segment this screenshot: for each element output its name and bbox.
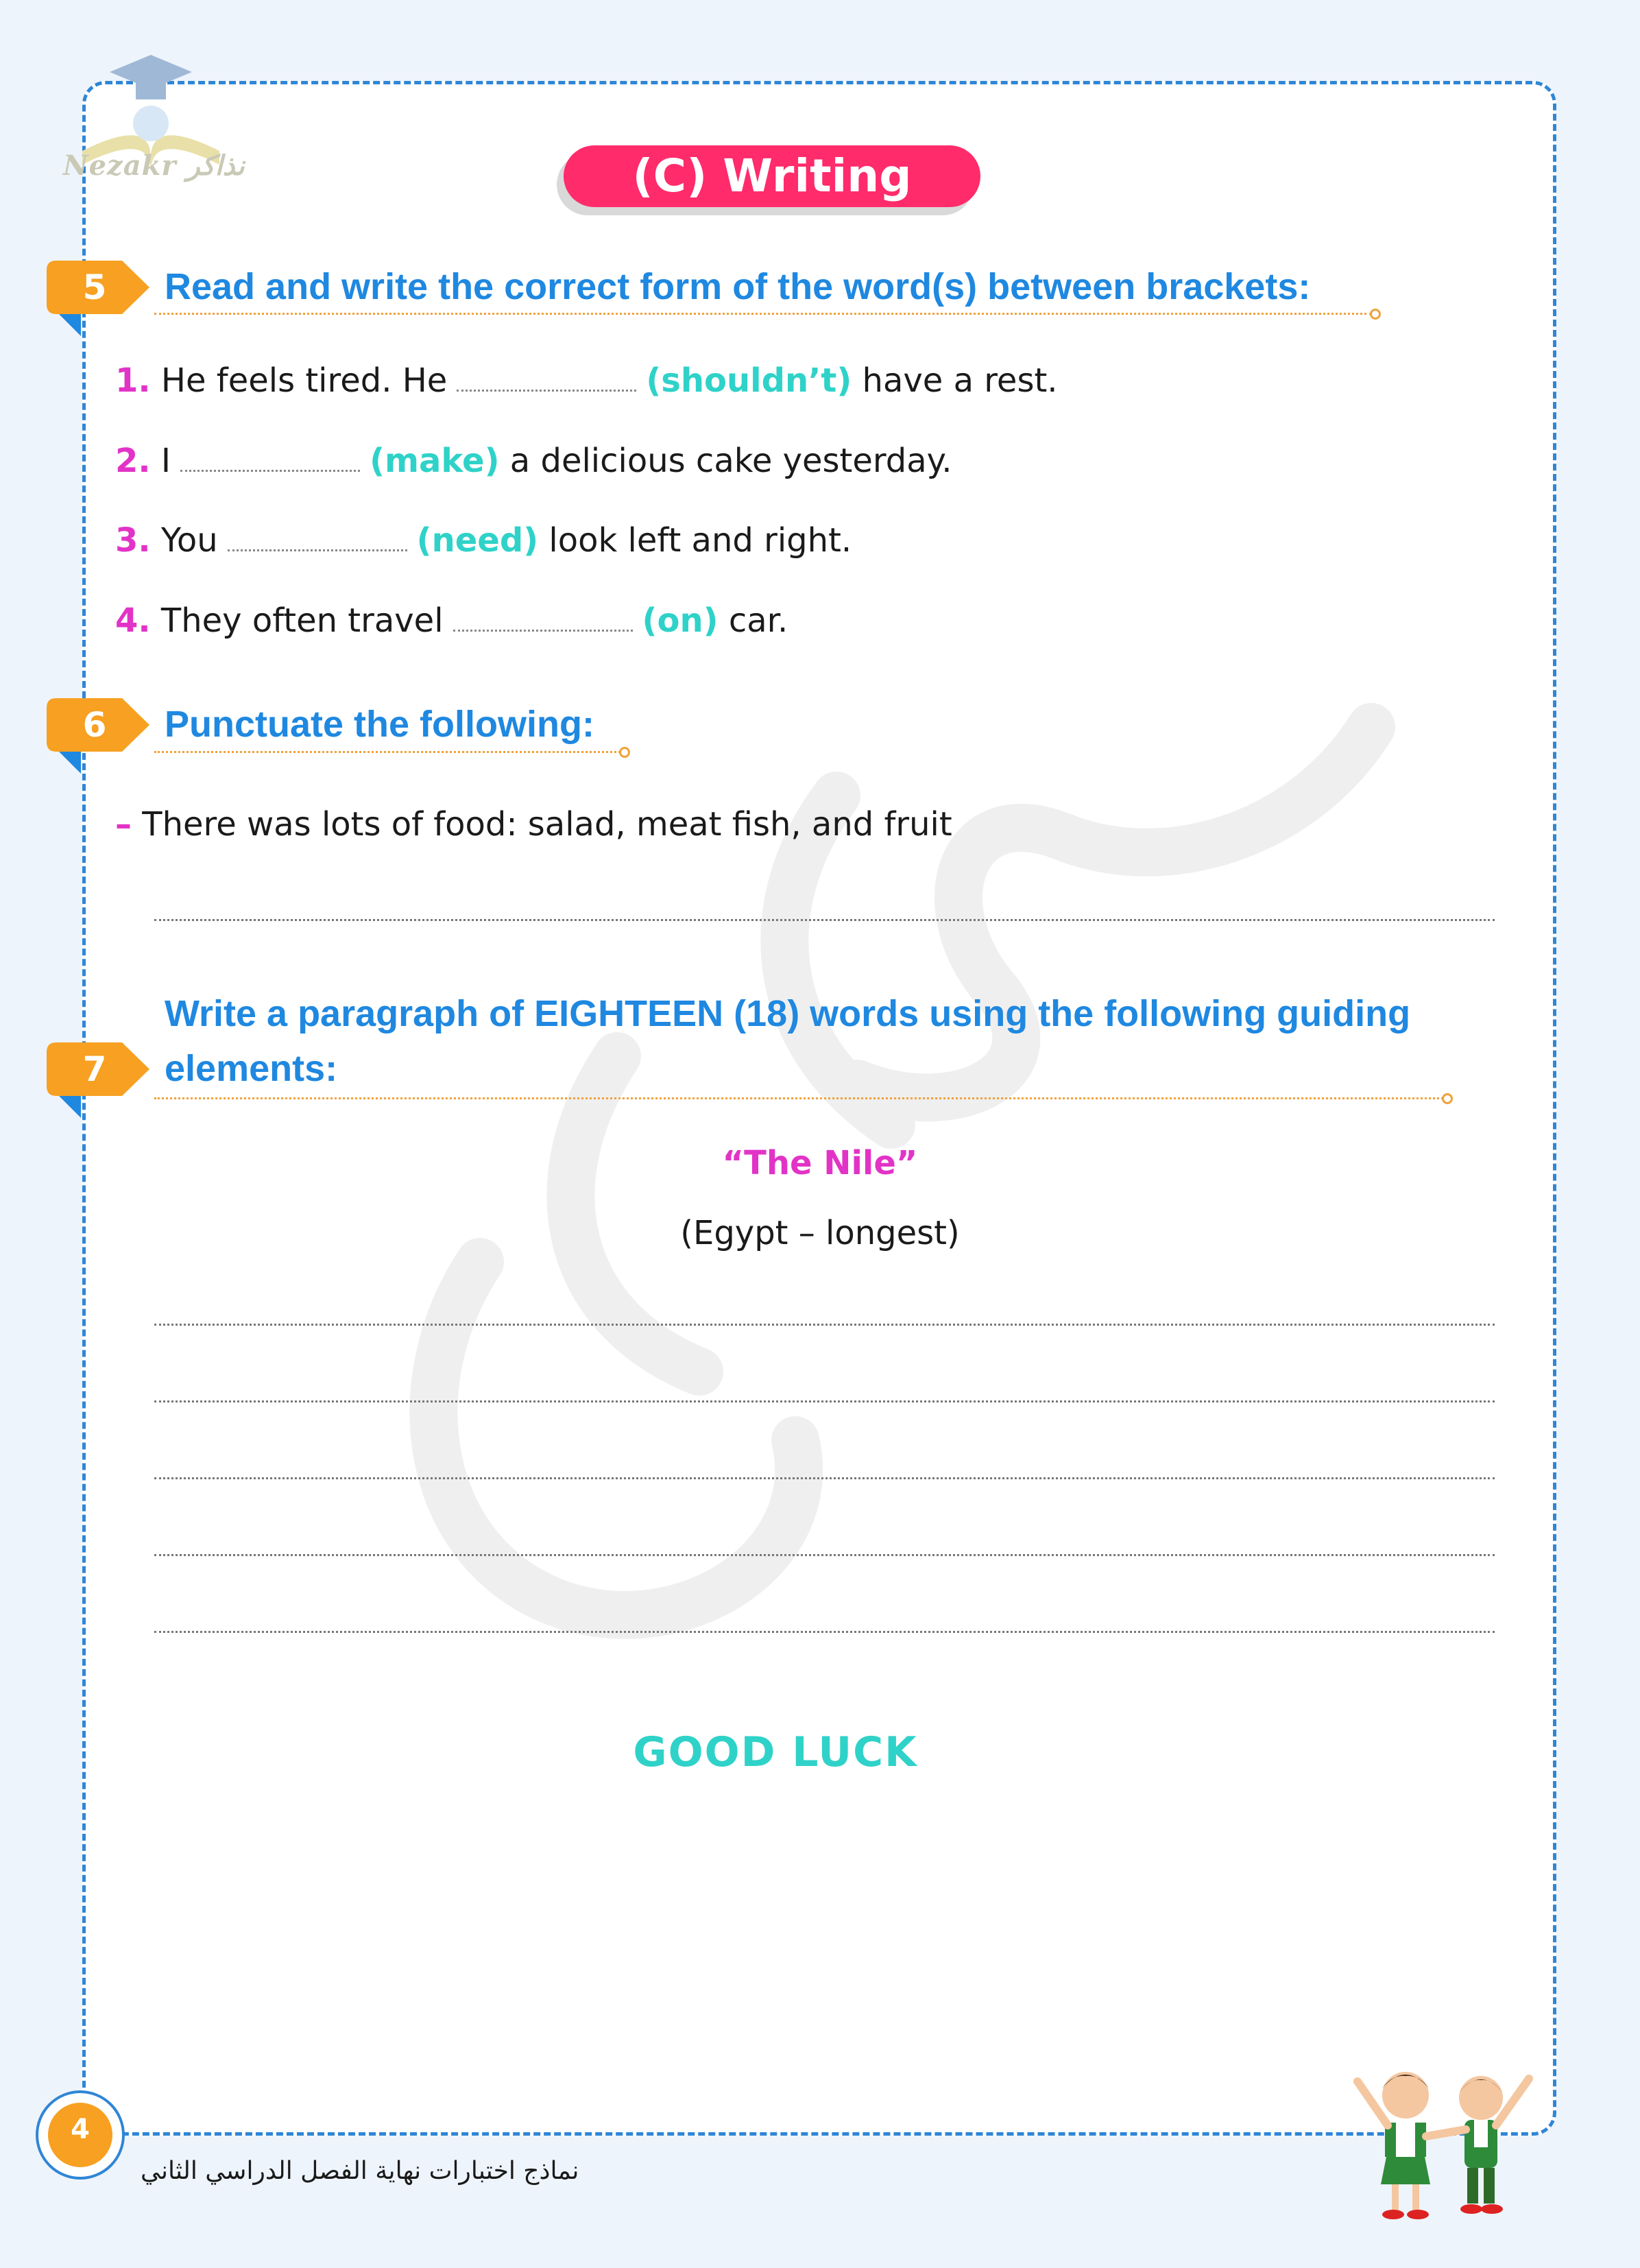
question-5-instruction: Read and write the correct form of the word(s) between brackets: <box>165 266 1311 307</box>
question-6-instruction: Punctuate the following: <box>165 704 594 745</box>
footer-text: نماذج اختبارات نهاية الفصل الدراسي الثاني <box>141 2157 579 2185</box>
item-text-after: have a rest. <box>862 361 1058 400</box>
item-text-before: I <box>160 442 171 480</box>
good-luck-text: GOOD LUCK <box>633 1728 918 1776</box>
item-text-after: a delicious cake yesterday. <box>509 442 952 480</box>
page-number: 4 <box>48 2103 112 2167</box>
item-hint: (need) <box>416 521 539 560</box>
question-7-instruction-line2: elements: <box>165 1048 338 1089</box>
item-hint: (on) <box>642 601 719 640</box>
question-number: 5 <box>82 267 107 307</box>
item-number: 1. <box>115 361 151 400</box>
question-tab-6 <box>47 698 156 752</box>
section-title: (C) Writing <box>564 145 980 207</box>
question-number: 6 <box>82 705 107 745</box>
question-tab-7 <box>47 1042 156 1096</box>
heading-underline <box>154 751 620 753</box>
page-number-badge <box>36 2090 125 2180</box>
answer-line[interactable] <box>154 919 1495 921</box>
item-number: 3. <box>115 521 151 560</box>
q5-item-4 <box>115 597 788 645</box>
item-text-after: car. <box>728 601 788 640</box>
q6-sentence <box>115 800 952 848</box>
paragraph-topic: “The Nile” <box>722 1144 918 1182</box>
item-text-before: They often travel <box>160 601 444 640</box>
guiding-elements: (Egypt – longest) <box>680 1214 960 1252</box>
answer-blank[interactable] <box>453 628 633 632</box>
q5-item-3 <box>115 516 852 564</box>
heading-underline <box>154 313 1371 315</box>
question-number: 7 <box>82 1049 107 1089</box>
item-text-before: He feels tired. He <box>160 361 448 400</box>
answer-blank[interactable] <box>457 388 636 392</box>
children-illustration-icon <box>1344 2054 1543 2225</box>
answer-line[interactable] <box>154 1400 1495 1402</box>
answer-blank[interactable] <box>180 468 360 472</box>
question-7-instruction-line1: Write a paragraph of EIGHTEEN (18) words using the following guiding <box>165 993 1411 1034</box>
logo-text: Nezakr نذاكر <box>63 150 245 182</box>
heading-underline <box>154 1097 1443 1099</box>
sentence-text: There was lots of food: salad, meat fish, and fruit <box>142 805 952 844</box>
answer-line[interactable] <box>154 1631 1495 1633</box>
item-number: 4. <box>115 601 151 640</box>
answer-line[interactable] <box>154 1324 1495 1326</box>
bullet-dash: – <box>115 805 132 844</box>
item-hint: (make) <box>370 442 500 480</box>
item-number: 2. <box>115 442 151 480</box>
item-hint: (shouldn’t) <box>646 361 852 400</box>
question-tab-5 <box>47 261 156 314</box>
item-text-before: You <box>160 521 218 560</box>
q5-item-2 <box>115 437 952 485</box>
q5-item-1 <box>115 357 1058 405</box>
item-text-after: look left and right. <box>548 521 852 560</box>
answer-line[interactable] <box>154 1477 1495 1479</box>
answer-line[interactable] <box>154 1554 1495 1556</box>
answer-blank[interactable] <box>228 548 407 551</box>
